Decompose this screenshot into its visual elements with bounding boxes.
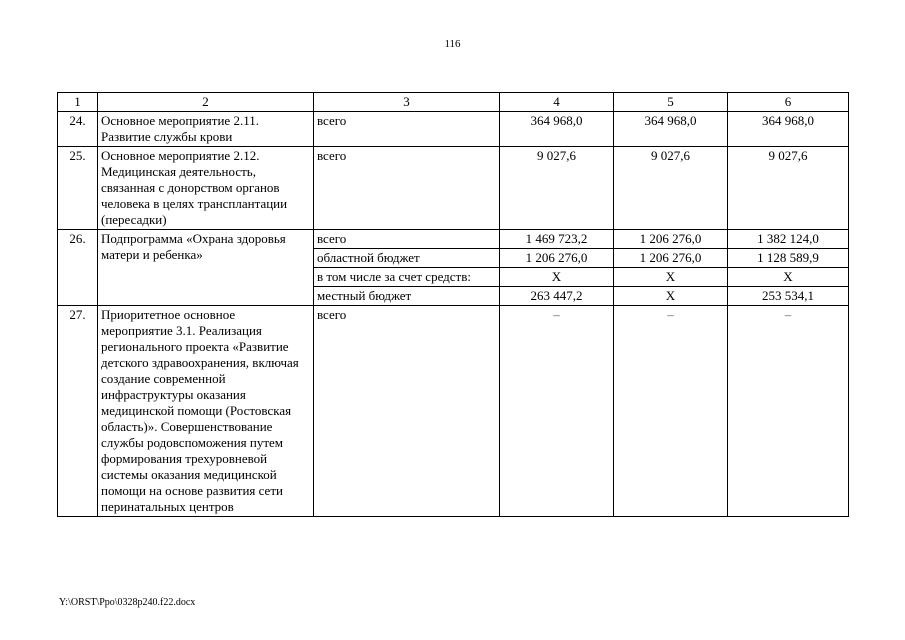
- table-row: [58, 112, 849, 147]
- value-col6: 9 027,6: [728, 147, 849, 230]
- funding-source: всего: [314, 147, 500, 230]
- funding-source: всего: [314, 230, 500, 249]
- value-col4: 364 968,0: [500, 112, 614, 147]
- value-col4: 1 206 276,0: [500, 249, 614, 268]
- header-cell: 2: [98, 93, 314, 112]
- funding-source: всего: [314, 306, 500, 517]
- header-cell: 3: [314, 93, 500, 112]
- row-number: 27.: [58, 306, 98, 517]
- funding-source: местный бюджет: [314, 287, 500, 306]
- measure-name: Подпрограмма «Охрана здоровья матери и ребенка»: [98, 230, 314, 306]
- file-path-footer: Y:\ORST\Ppo\0328p240.f22.docx: [59, 597, 196, 608]
- value-col6: X: [728, 268, 849, 287]
- header-cell: 5: [614, 93, 728, 112]
- funding-source: всего: [314, 112, 500, 147]
- value-col4: 263 447,2: [500, 287, 614, 306]
- header-cell: 6: [728, 93, 849, 112]
- value-col5: 1 206 276,0: [614, 249, 728, 268]
- value-col6: 364 968,0: [728, 112, 849, 147]
- table-header-row: [58, 93, 849, 112]
- row-number: 24.: [58, 112, 98, 147]
- value-col4: 9 027,6: [500, 147, 614, 230]
- value-col4: X: [500, 268, 614, 287]
- value-col5: 1 206 276,0: [614, 230, 728, 249]
- value-col5: X: [614, 268, 728, 287]
- value-col6: 1 128 589,9: [728, 249, 849, 268]
- row-number: 26.: [58, 230, 98, 306]
- table-row: [58, 230, 849, 249]
- table-row: [58, 306, 849, 517]
- value-col4: 1 469 723,2: [500, 230, 614, 249]
- value-col4: –: [500, 306, 614, 517]
- row-number: 25.: [58, 147, 98, 230]
- value-col5: –: [614, 306, 728, 517]
- value-col6: –: [728, 306, 849, 517]
- value-col5: 364 968,0: [614, 112, 728, 147]
- value-col6: 1 382 124,0: [728, 230, 849, 249]
- measure-name: Приоритетное основное мероприятие 3.1. Реализация регионального проекта «Развитие детского здравоохранения, включая создание современной инфраструктуры оказания медицинской помощи (Ростовская область)». Совершенствование службы родовспоможения путем формирования трехуровневой системы оказания медицинской помощи на основе развития сети перинатальных центров: [98, 306, 314, 517]
- value-col5: X: [614, 287, 728, 306]
- table-row: [58, 147, 849, 230]
- funding-source: в том числе за счет средств:: [314, 268, 500, 287]
- measure-name: Основное мероприятие 2.12. Медицинская деятельность, связанная с донорством органов человека в целях трансплантации (пересадки): [98, 147, 314, 230]
- measure-name: Основное мероприятие 2.11. Развитие службы крови: [98, 112, 314, 147]
- header-cell: 4: [500, 93, 614, 112]
- value-col5: 9 027,6: [614, 147, 728, 230]
- header-cell: 1: [58, 93, 98, 112]
- funding-source: областной бюджет: [314, 249, 500, 268]
- page-number: 116: [444, 38, 461, 50]
- budget-table: [57, 92, 849, 517]
- value-col6: 253 534,1: [728, 287, 849, 306]
